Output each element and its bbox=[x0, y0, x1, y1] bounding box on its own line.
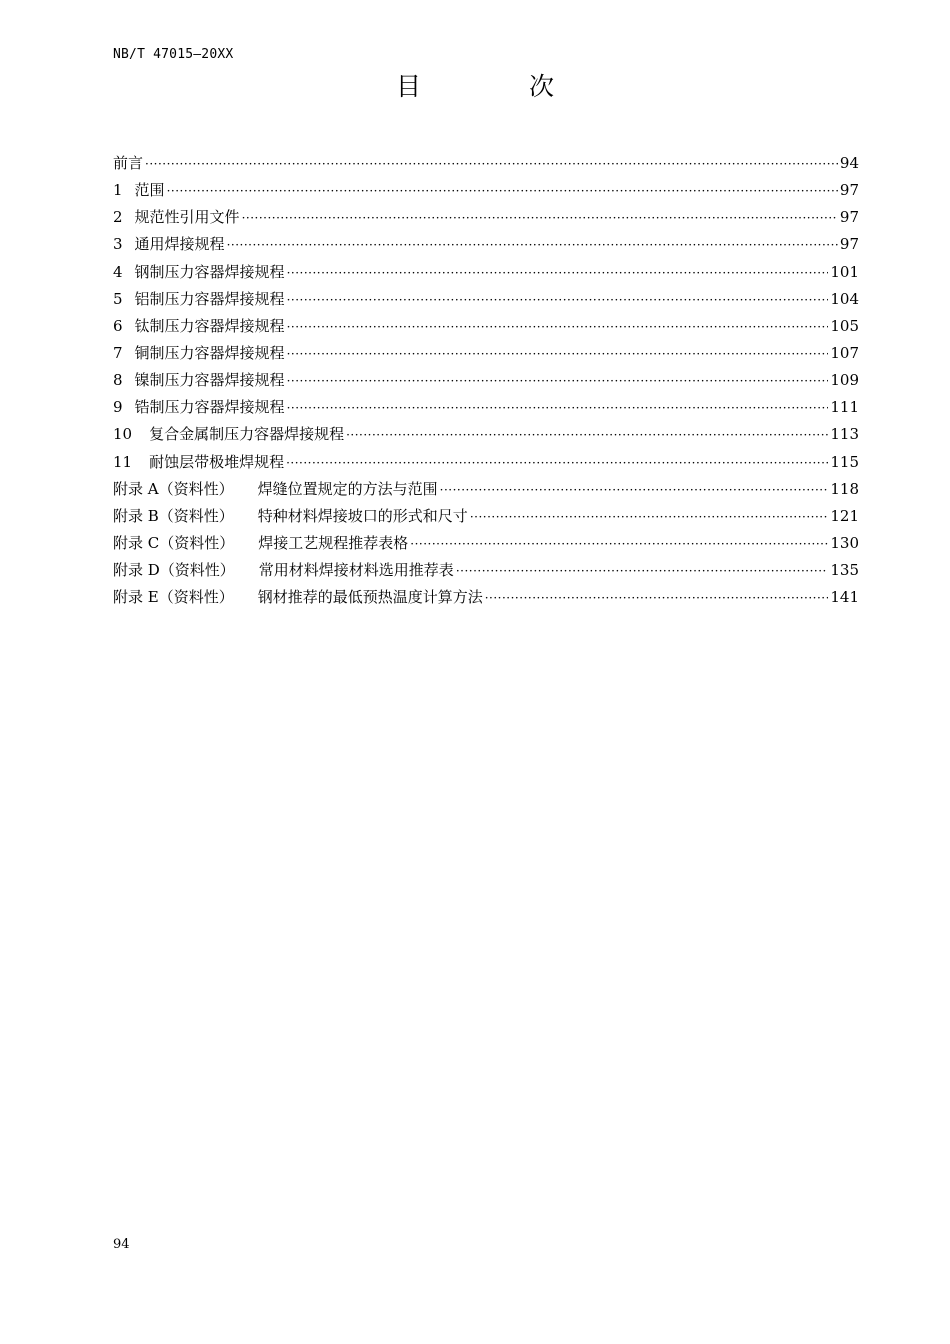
toc-dot-leader bbox=[287, 314, 829, 341]
toc-entry-page: 111 bbox=[830, 398, 859, 417]
toc-entry-page: 130 bbox=[830, 533, 859, 552]
toc-dot-leader bbox=[346, 422, 828, 449]
toc-entry-1[interactable] bbox=[113, 177, 859, 204]
toc-entry-text: 特种材料焊接坡口的形式和尺寸 bbox=[257, 506, 468, 525]
toc-entry-number: 附录 D（资料性） bbox=[113, 561, 235, 580]
toc-dot-leader bbox=[456, 558, 829, 585]
toc-dot-leader bbox=[440, 477, 829, 504]
toc-entry-appendix-d[interactable] bbox=[113, 557, 859, 584]
toc-entry-number: 9 bbox=[113, 398, 123, 417]
toc-entry-3[interactable] bbox=[113, 231, 859, 258]
toc-entry-page: 107 bbox=[830, 343, 859, 362]
toc-entry-text: 铝制压力容器焊接规程 bbox=[134, 289, 285, 308]
toc-entry-8[interactable] bbox=[113, 367, 859, 394]
toc-dot-leader bbox=[287, 395, 829, 422]
toc-dot-leader bbox=[242, 205, 838, 232]
toc-entry-number: 6 bbox=[113, 316, 123, 335]
toc-entry-page: 113 bbox=[830, 425, 859, 444]
toc-entry-text: 范围 bbox=[134, 181, 165, 200]
toc-entry-11[interactable] bbox=[113, 449, 859, 476]
toc-entry-text: 复合金属制压力容器焊接规程 bbox=[149, 425, 345, 444]
toc-entry-number: 5 bbox=[113, 289, 123, 308]
toc-entry-page: 101 bbox=[830, 262, 859, 281]
toc-entry-number: 8 bbox=[113, 371, 123, 390]
toc-dot-leader bbox=[145, 151, 838, 178]
toc-entry-number: 7 bbox=[113, 343, 123, 362]
toc-dot-leader bbox=[287, 341, 829, 368]
table-of-contents bbox=[113, 150, 859, 611]
toc-entry-page: 141 bbox=[830, 588, 859, 607]
toc-entry-number: 11 bbox=[113, 452, 133, 471]
toc-entry-number: 2 bbox=[113, 208, 123, 227]
toc-entry-number: 附录 A（资料性） bbox=[113, 479, 234, 498]
toc-entry-page: 121 bbox=[830, 506, 859, 525]
toc-entry-number: 4 bbox=[113, 262, 123, 281]
toc-entry-4[interactable] bbox=[113, 259, 859, 286]
toc-entry-number: 附录 C（资料性） bbox=[113, 533, 235, 552]
toc-entry-page: 104 bbox=[830, 289, 859, 308]
toc-entry-text: 规范性引用文件 bbox=[134, 208, 240, 227]
toc-entry-text: 钛制压力容器焊接规程 bbox=[134, 316, 285, 335]
toc-entry-page: 94 bbox=[839, 154, 859, 172]
toc-entry-9[interactable] bbox=[113, 394, 859, 421]
toc-entry-appendix-e[interactable] bbox=[113, 584, 859, 611]
toc-dot-leader bbox=[485, 585, 829, 612]
toc-entry-foreword[interactable] bbox=[113, 150, 859, 177]
toc-entry-number: 附录 E（资料性） bbox=[113, 588, 234, 607]
toc-entry-10[interactable] bbox=[113, 421, 859, 448]
toc-entry-text: 铜制压力容器焊接规程 bbox=[134, 343, 285, 362]
toc-dot-leader bbox=[287, 260, 829, 287]
toc-dot-leader bbox=[287, 287, 829, 314]
toc-entry-5[interactable] bbox=[113, 286, 859, 313]
toc-dot-leader bbox=[286, 450, 828, 477]
toc-entry-page: 97 bbox=[839, 181, 859, 200]
toc-entry-text: 钢制压力容器焊接规程 bbox=[134, 262, 285, 281]
toc-entry-text: 焊缝位置规定的方法与范围 bbox=[257, 479, 438, 498]
toc-entry-appendix-b[interactable] bbox=[113, 503, 859, 530]
toc-title: 目 次 bbox=[396, 72, 604, 101]
document-code: NB/T 47015—20XX bbox=[113, 47, 234, 62]
toc-entry-page: 97 bbox=[839, 208, 859, 227]
toc-entry-7[interactable] bbox=[113, 340, 859, 367]
toc-entry-text: 锆制压力容器焊接规程 bbox=[134, 398, 285, 417]
toc-entry-2[interactable] bbox=[113, 204, 859, 231]
toc-entry-page: 135 bbox=[830, 561, 859, 580]
toc-dot-leader bbox=[227, 232, 838, 259]
toc-entry-page: 97 bbox=[839, 235, 859, 254]
toc-entry-appendix-a[interactable] bbox=[113, 476, 859, 503]
toc-entry-text: 前言 bbox=[113, 154, 144, 172]
toc-dot-leader bbox=[410, 531, 828, 558]
toc-entry-text: 镍制压力容器焊接规程 bbox=[134, 371, 285, 390]
toc-entry-text: 钢材推荐的最低预热温度计算方法 bbox=[257, 588, 483, 607]
toc-entry-number: 附录 B（资料性） bbox=[113, 506, 234, 525]
toc-entry-page: 115 bbox=[830, 452, 859, 471]
page-number: 94 bbox=[113, 1237, 130, 1252]
toc-entry-appendix-c[interactable] bbox=[113, 530, 859, 557]
toc-entry-page: 109 bbox=[830, 371, 859, 390]
toc-entry-number: 10 bbox=[113, 425, 133, 444]
toc-entry-text: 耐蚀层带极堆焊规程 bbox=[149, 452, 285, 471]
toc-entry-page: 105 bbox=[830, 316, 859, 335]
toc-entry-number: 3 bbox=[113, 235, 123, 254]
toc-dot-leader bbox=[287, 368, 829, 395]
toc-entry-text: 常用材料焊接材料选用推荐表 bbox=[258, 561, 454, 580]
toc-entry-6[interactable] bbox=[113, 313, 859, 340]
toc-dot-leader bbox=[167, 178, 838, 205]
toc-entry-page: 118 bbox=[830, 479, 859, 498]
toc-entry-number: 1 bbox=[113, 181, 123, 200]
toc-dot-leader bbox=[470, 504, 829, 531]
toc-entry-text: 通用焊接规程 bbox=[134, 235, 225, 254]
toc-entry-text: 焊接工艺规程推荐表格 bbox=[258, 533, 409, 552]
